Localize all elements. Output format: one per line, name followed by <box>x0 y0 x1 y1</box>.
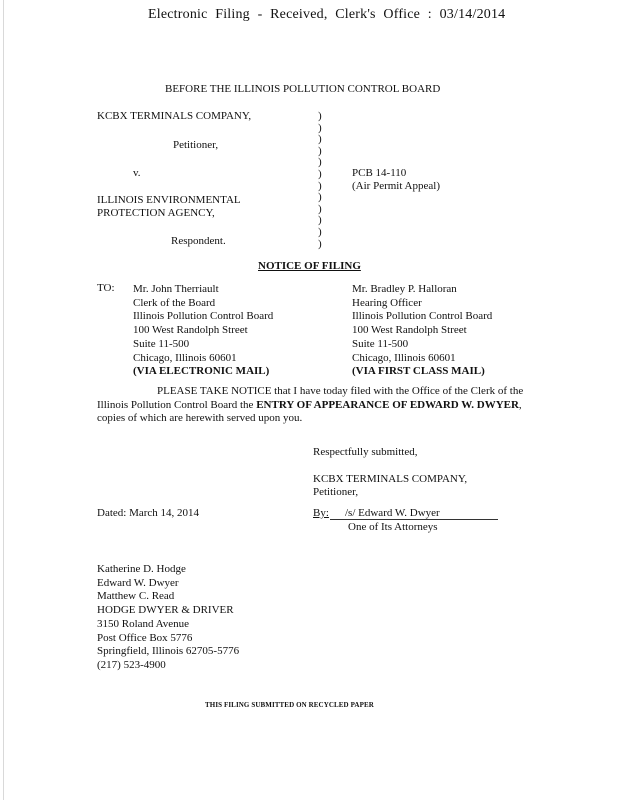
to-label: TO: <box>97 282 115 294</box>
paren: ) <box>318 167 322 180</box>
signature-line <box>330 519 498 520</box>
paren: ) <box>318 179 322 192</box>
address-line: Hearing Officer <box>352 296 422 309</box>
closing-company: KCBX TERMINALS COMPANY, <box>313 473 468 485</box>
caption-parentheses <box>318 111 328 250</box>
paren: ) <box>318 191 322 204</box>
filing-stamp: Electronic Filing - Received, Clerk's Office : 03/14/2014 <box>148 7 506 22</box>
by-label: By: <box>313 507 329 519</box>
footer-note: THIS FILING SUBMITTED ON RECYCLED PAPER <box>205 701 374 709</box>
notice-title: NOTICE OF FILING <box>258 260 361 272</box>
paren: ) <box>318 121 322 134</box>
attorney-line: Post Office Box 5776 <box>97 631 193 644</box>
respondent-line-2: PROTECTION AGENCY, <box>97 207 215 219</box>
petitioner-role: Petitioner, <box>173 139 219 151</box>
attorney-block <box>97 563 239 673</box>
notice-text-2: , copies of which are herewith served upon you. <box>97 398 522 425</box>
paren: ) <box>318 202 322 215</box>
attorney-line: 3150 Roland Avenue <box>97 617 190 630</box>
address-line: Illinois Pollution Control Board <box>352 310 493 323</box>
versus: v. <box>133 167 141 179</box>
notice-paragraph <box>97 385 525 426</box>
board-title: BEFORE THE ILLINOIS POLLUTION CONTROL BOARD <box>165 83 441 95</box>
attorney-line: Katherine D. Hodge <box>97 563 186 575</box>
recipient-left <box>133 283 273 379</box>
delivery-method: (VIA FIRST CLASS MAIL) <box>352 365 485 378</box>
address-line: Clerk of the Board <box>133 296 216 309</box>
paren: ) <box>318 144 322 157</box>
address-line: Chicago, Illinois 60601 <box>133 351 237 364</box>
address-line: Mr. Bradley P. Halloran <box>352 283 457 295</box>
address-line: Suite 11-500 <box>352 337 409 350</box>
attorney-line: HODGE DWYER & DRIVER <box>97 604 234 617</box>
attorney-line: Springfield, Illinois 62705-5776 <box>97 645 240 658</box>
paren: ) <box>318 133 322 146</box>
dated-line: Dated: March 14, 2014 <box>97 507 200 519</box>
recipient-right <box>352 283 492 379</box>
respondent-role: Respondent. <box>171 235 226 247</box>
address-line: Illinois Pollution Control Board <box>133 310 274 323</box>
attorney-line: (217) 523-4900 <box>97 658 166 671</box>
delivery-method: (VIA ELECTRONIC MAIL) <box>133 365 270 378</box>
paren: ) <box>318 214 322 227</box>
respectfully-submitted: Respectfully submitted, <box>313 446 418 458</box>
petitioner-name: KCBX TERMINALS COMPANY, <box>97 110 252 122</box>
filed-document-title: ENTRY OF APPEARANCE OF EDWARD W. DWYER <box>256 398 519 411</box>
respondent-line-1: ILLINOIS ENVIRONMENTAL <box>97 194 241 206</box>
signature: /s/ Edward W. Dwyer <box>345 507 440 519</box>
scan-edge <box>3 0 4 800</box>
address-line: 100 West Randolph Street <box>133 324 248 337</box>
closing-role: Petitioner, <box>313 486 359 498</box>
notice-text-1: PLEASE TAKE NOTICE that I have today filed with the Office of the Clerk of the Illinois Pollution Control Board the <box>97 385 524 411</box>
address-line: Chicago, Illinois 60601 <box>352 351 456 364</box>
paren: ) <box>318 237 322 250</box>
paren: ) <box>318 156 322 169</box>
address-line: Suite 11-500 <box>133 337 190 350</box>
attorney-line: Edward W. Dwyer <box>97 576 179 589</box>
attorney-line: Matthew C. Read <box>97 590 175 603</box>
case-type: (Air Permit Appeal) <box>352 180 440 192</box>
paren: ) <box>318 225 322 238</box>
signature-title: One of Its Attorneys <box>348 521 438 533</box>
case-number: PCB 14-110 <box>352 167 407 179</box>
address-line: Mr. John Therriault <box>133 283 219 295</box>
address-line: 100 West Randolph Street <box>352 324 467 337</box>
paren: ) <box>318 110 322 122</box>
